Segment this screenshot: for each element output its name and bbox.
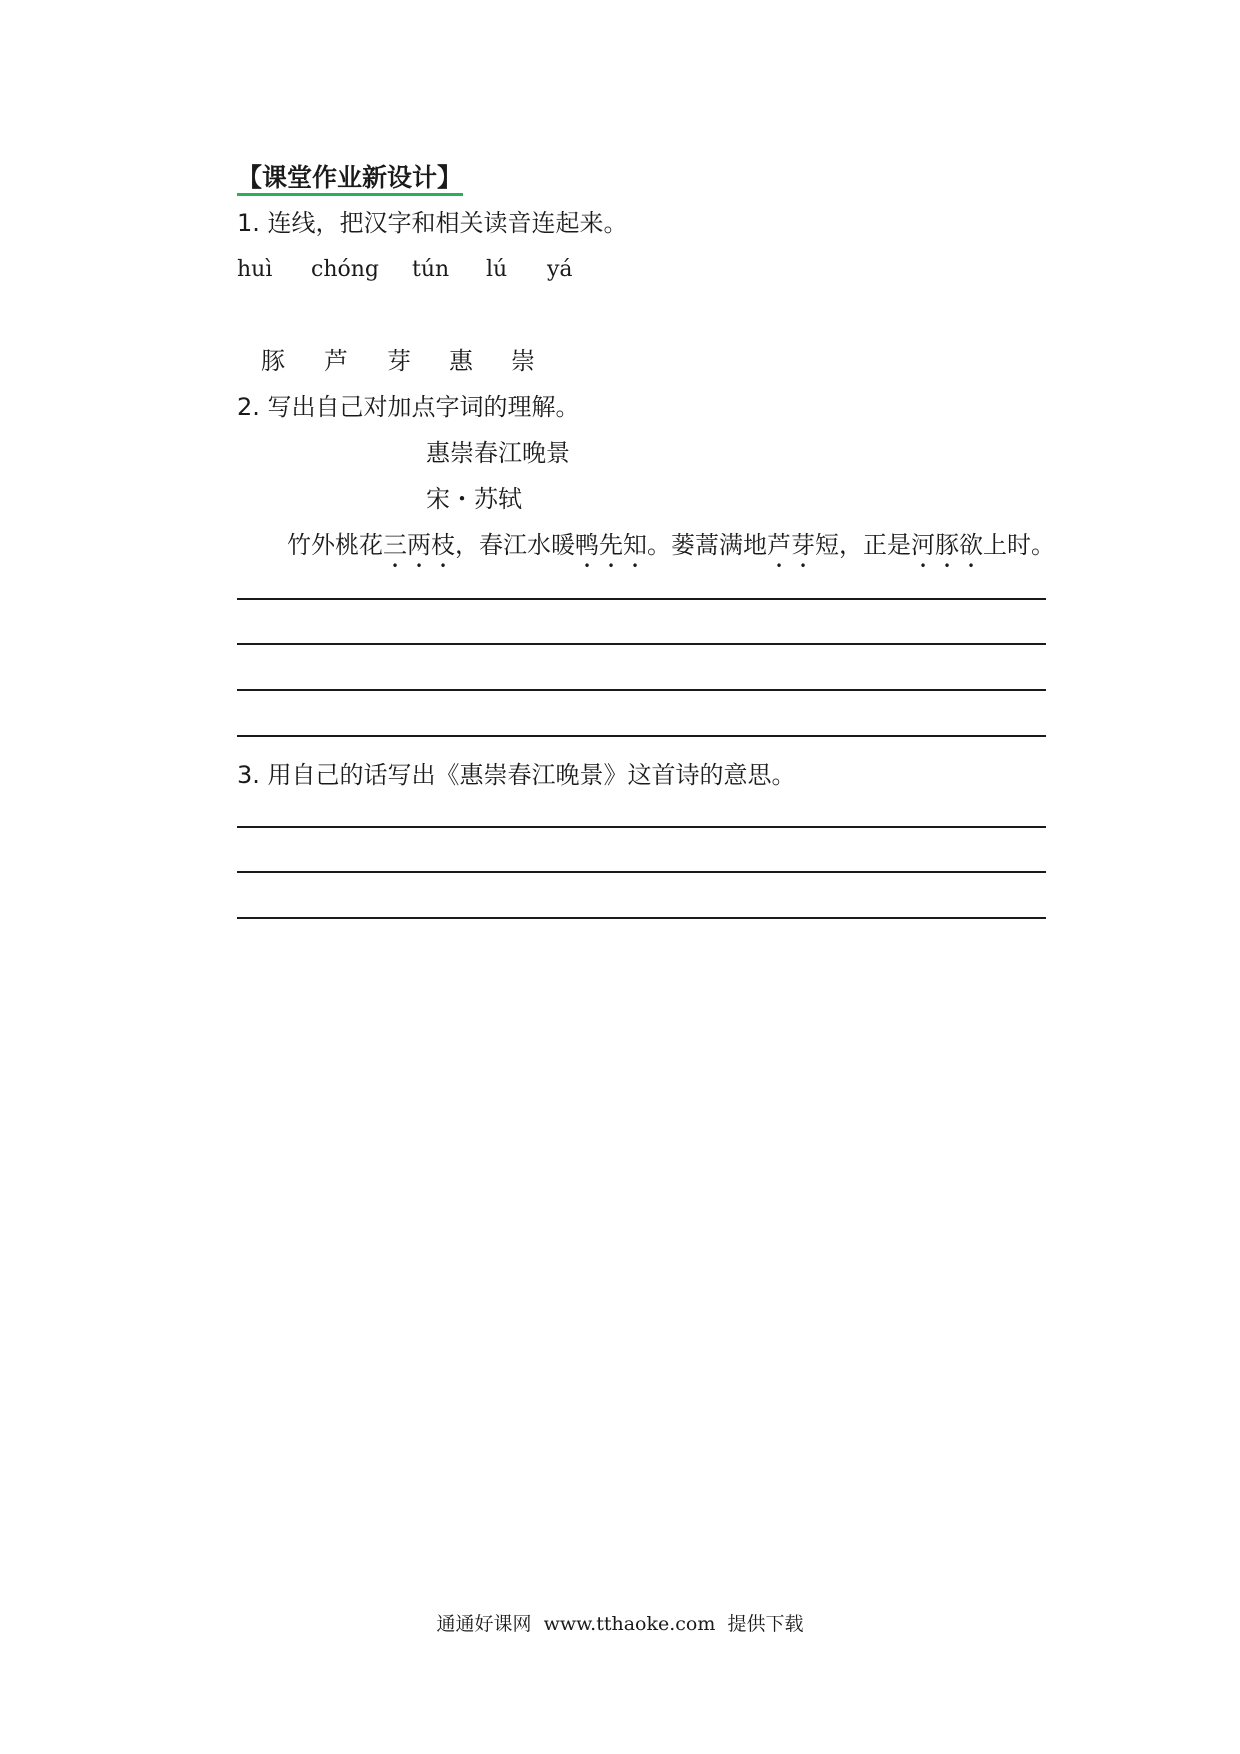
character-item: 惠 bbox=[449, 347, 473, 375]
answer-line[interactable] bbox=[237, 871, 1046, 873]
answer-line[interactable] bbox=[237, 643, 1046, 645]
character-item: 豚 bbox=[261, 347, 285, 375]
poem-dotted-words: 三两枝 bbox=[383, 531, 455, 559]
poem-dotted-words: 芦芽 bbox=[767, 531, 815, 559]
character-item: 芦 bbox=[324, 347, 348, 375]
poem-author: 宋・苏轼 bbox=[426, 485, 522, 513]
poem-text: 。蒌蒿满地 bbox=[647, 531, 767, 559]
footer bbox=[0, 1610, 1240, 1638]
section-title-underline bbox=[237, 193, 463, 196]
answer-line[interactable] bbox=[237, 917, 1046, 919]
section-title: 【课堂作业新设计】 bbox=[237, 163, 463, 192]
character-item: 崇 bbox=[511, 347, 535, 375]
poem-text: 竹外桃花 bbox=[287, 531, 383, 559]
question-1-prompt: 1. 连线，把汉字和相关读音连起来。 bbox=[237, 209, 628, 237]
footer-suffix: 提供下载 bbox=[727, 1613, 804, 1635]
poem-text: 短，正是 bbox=[815, 531, 911, 559]
poem-body bbox=[287, 528, 1055, 573]
answer-line[interactable] bbox=[237, 735, 1046, 737]
pinyin-item: tún bbox=[412, 257, 450, 282]
pinyin-item: lú bbox=[486, 257, 508, 282]
footer-url[interactable]: www.tthaoke.com bbox=[543, 1613, 716, 1635]
poem-text: 上时。 bbox=[983, 531, 1055, 559]
answer-line[interactable] bbox=[237, 598, 1046, 600]
question-2-prompt: 2. 写出自己对加点字词的理解。 bbox=[237, 393, 580, 421]
pinyin-item: chóng bbox=[311, 257, 379, 282]
pinyin-item: huì bbox=[237, 257, 273, 282]
poem-title: 惠崇春江晚景 bbox=[426, 439, 570, 467]
footer-site-name: 通通好课网 bbox=[436, 1613, 532, 1635]
pinyin-item: yá bbox=[547, 257, 573, 282]
poem-dotted-words: 河豚欲 bbox=[911, 531, 983, 559]
poem-text: ，春江水暖 bbox=[455, 531, 575, 559]
answer-line[interactable] bbox=[237, 826, 1046, 828]
question-3-prompt: 3. 用自己的话写出《惠崇春江晚景》这首诗的意思。 bbox=[237, 761, 796, 789]
answer-line[interactable] bbox=[237, 689, 1046, 691]
character-item: 芽 bbox=[387, 347, 411, 375]
poem-dotted-words: 鸭先知 bbox=[575, 531, 647, 559]
